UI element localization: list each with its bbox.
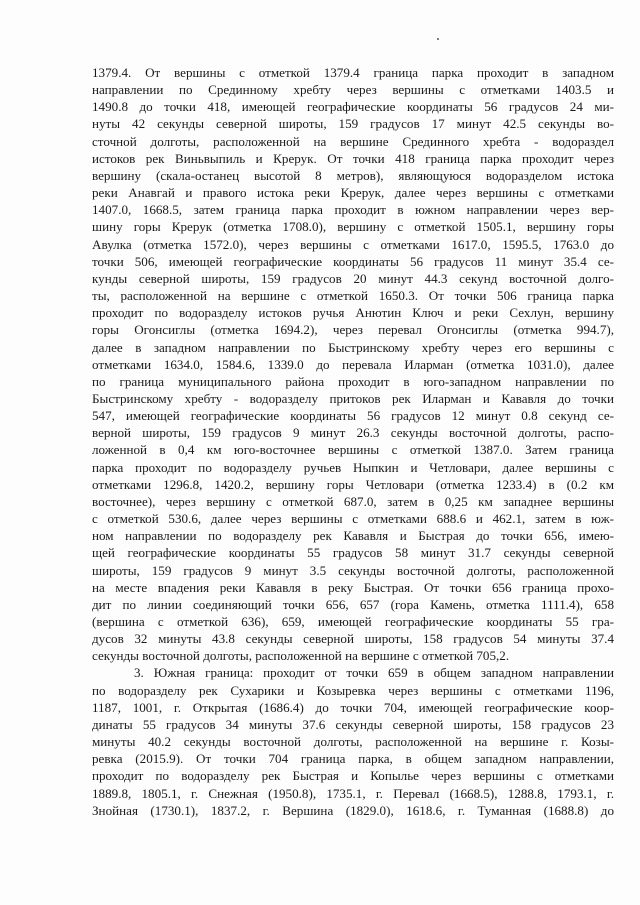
text-line: кунды северной широты, 159 градусов 20 минут 44.3 секунд восточной долго-	[92, 270, 614, 286]
scan-speck	[437, 38, 439, 40]
text-line: 1490.8 до точки 418, имеющей географические координаты 56 градусов 24 ми-	[92, 99, 614, 115]
text-line: восточнее), через вершину с отметкой 687.0, затем в 0,25 км западнее вершины	[92, 493, 614, 509]
text-line: Авулка (отметка 1572.0), через вершины с отметками 1617.0, 1595.5, 1763.0 до	[92, 236, 614, 252]
text-line: нуты 42 секунды северной широты, 159 градусов 17 минут 42.5 секунды во-	[92, 116, 614, 132]
text-line: отметками 1634.0, 1584.6, 1339.0 до перевала Иларман (отметка 1031.0), далее	[92, 356, 614, 372]
text-line: 1379.4. От вершины с отметкой 1379.4 граница парка проходит в западном	[92, 65, 614, 80]
text-line: ложенной в 0,4 км юго-восточнее вершины с отметкой 1387.0. Затем граница	[92, 442, 614, 458]
text-line: ном направлении по водоразделу рек Кававля и Быстрая до точки 656, имею-	[92, 528, 614, 544]
text-line: (вершина с отметкой 636), 659, имеющей географические координаты 55 гра-	[92, 614, 614, 629]
text-line: ревка (2015.9). От точки 704 граница парка, в общем западном направлении,	[92, 751, 614, 767]
document-body	[92, 64, 614, 819]
text-line: далее в западном направлении по Быстринскому хребту через его вершины с	[92, 339, 614, 355]
text-line: горы Огонсиглы (отметка 1694.2), через перевал Огонсиглы (отметка 994.7),	[92, 322, 614, 338]
text-line: минуты 40.2 секунды восточной долготы, расположенной на вершине г. Козы-	[92, 734, 614, 750]
text-line: направлении по Срединному хребту через вершины с отметками 1403.5 и	[92, 82, 614, 98]
text-line: парка проходит по водоразделу ручьев Ныпкин и Четловари, далее вершины с	[92, 459, 614, 475]
text-line: 3. Южная граница: проходит от точки 659 в общем западном направлении	[134, 665, 614, 681]
text-line: по граница муниципального района проходит в юго-западном направлении по	[92, 373, 614, 389]
text-line: точки 506, имеющей географические координаты 56 градусов 11 минут 35.4 се-	[92, 253, 614, 269]
text-line: широты, 159 градусов 9 минут 3.5 секунды восточной долготы, расположенной	[92, 562, 614, 578]
text-line: щей географические координаты 55 градусов 58 минут 31.7 секунды северной	[92, 545, 614, 561]
text-line: Знойная (1730.1), 1837.2, г. Вершина (1829.0), 1618.6, г. Туманная (1688.8) до	[92, 802, 614, 818]
text-line: проходит по водоразделу рек Быстрая и Копылье через вершины с отметками	[92, 768, 614, 784]
text-line: с отметкой 530.6, далее через вершины с отметками 688.6 и 462.1, затем в юж-	[92, 511, 614, 527]
text-line: Быстринскому хребту - водоразделу притоков рек Иларман и Кававля до точки	[92, 390, 614, 406]
text-line: сточной долготы, расположенной на вершине Срединного хребта - водораздел	[92, 133, 614, 149]
text-line: на месте впадения реки Кававля в реку Быстрая. От точки 656 граница прохо-	[92, 579, 614, 595]
text-line: дит по линии соединяющий точки 656, 657 (гора Камень, отметка 1111.4), 658	[92, 596, 614, 612]
text-line: дусов 32 минуты 43.8 секунды северной широты, 158 градусов 54 минуты 37.4	[92, 631, 614, 647]
text-line: секунды восточной долготы, расположенной на вершине с отметкой 705,2.	[92, 648, 510, 664]
text-line: проходит по водоразделу истоков ручья Анютин Ключ и реки Сехлун, вершину	[92, 305, 614, 321]
text-line: по водоразделу рек Сухарики и Козыревка через вершины с отметками 1196,	[92, 682, 614, 698]
paragraph	[92, 664, 614, 818]
text-line: отметками 1296.8, 1420.2, вершину горы Четловари (отметка 1233.4) в (0.2 км	[92, 476, 614, 492]
text-line: верной широты, 159 градусов 9 минут 26.3 секунды восточной долготы, распо-	[92, 425, 614, 441]
text-line: вершину (скала-останец высотой 8 метров), являющуюся водоразделом истока	[92, 167, 614, 183]
text-line: 547, имеющей географические координаты 56 градусов 12 минут 0.8 секунд се-	[92, 408, 614, 424]
text-line: ты, расположенной на вершине с отметкой 1650.3. От точки 506 граница парка	[92, 288, 614, 304]
text-line: 1889.8, 1805.1, г. Снежная (1950.8), 1735.1, г. Перевал (1668.5), 1288.8, 1793.1, г.	[92, 785, 614, 801]
text-line: динаты 55 градусов 34 минуты 37.6 секунды северной широты, 158 градусов 23	[92, 716, 614, 732]
text-line: 1187, 1001, г. Открытая (1686.4) до точки 704, имеющей географические коор-	[92, 699, 614, 715]
text-line: истоков рек Виньвыпиль и Крерук. От точки 418 граница парка проходит через	[92, 150, 614, 166]
paragraph	[92, 64, 614, 664]
text-line: реки Анавгай и правого истока реки Крерук, далее через вершины с отметками	[92, 185, 614, 201]
text-line: шину горы Крерук (отметка 1708.0), вершину с отметкой 1505.1, вершину горы	[92, 219, 614, 235]
text-line: 1407.0, 1668.5, затем граница парка проходит в южном направлении через вер-	[92, 202, 614, 218]
